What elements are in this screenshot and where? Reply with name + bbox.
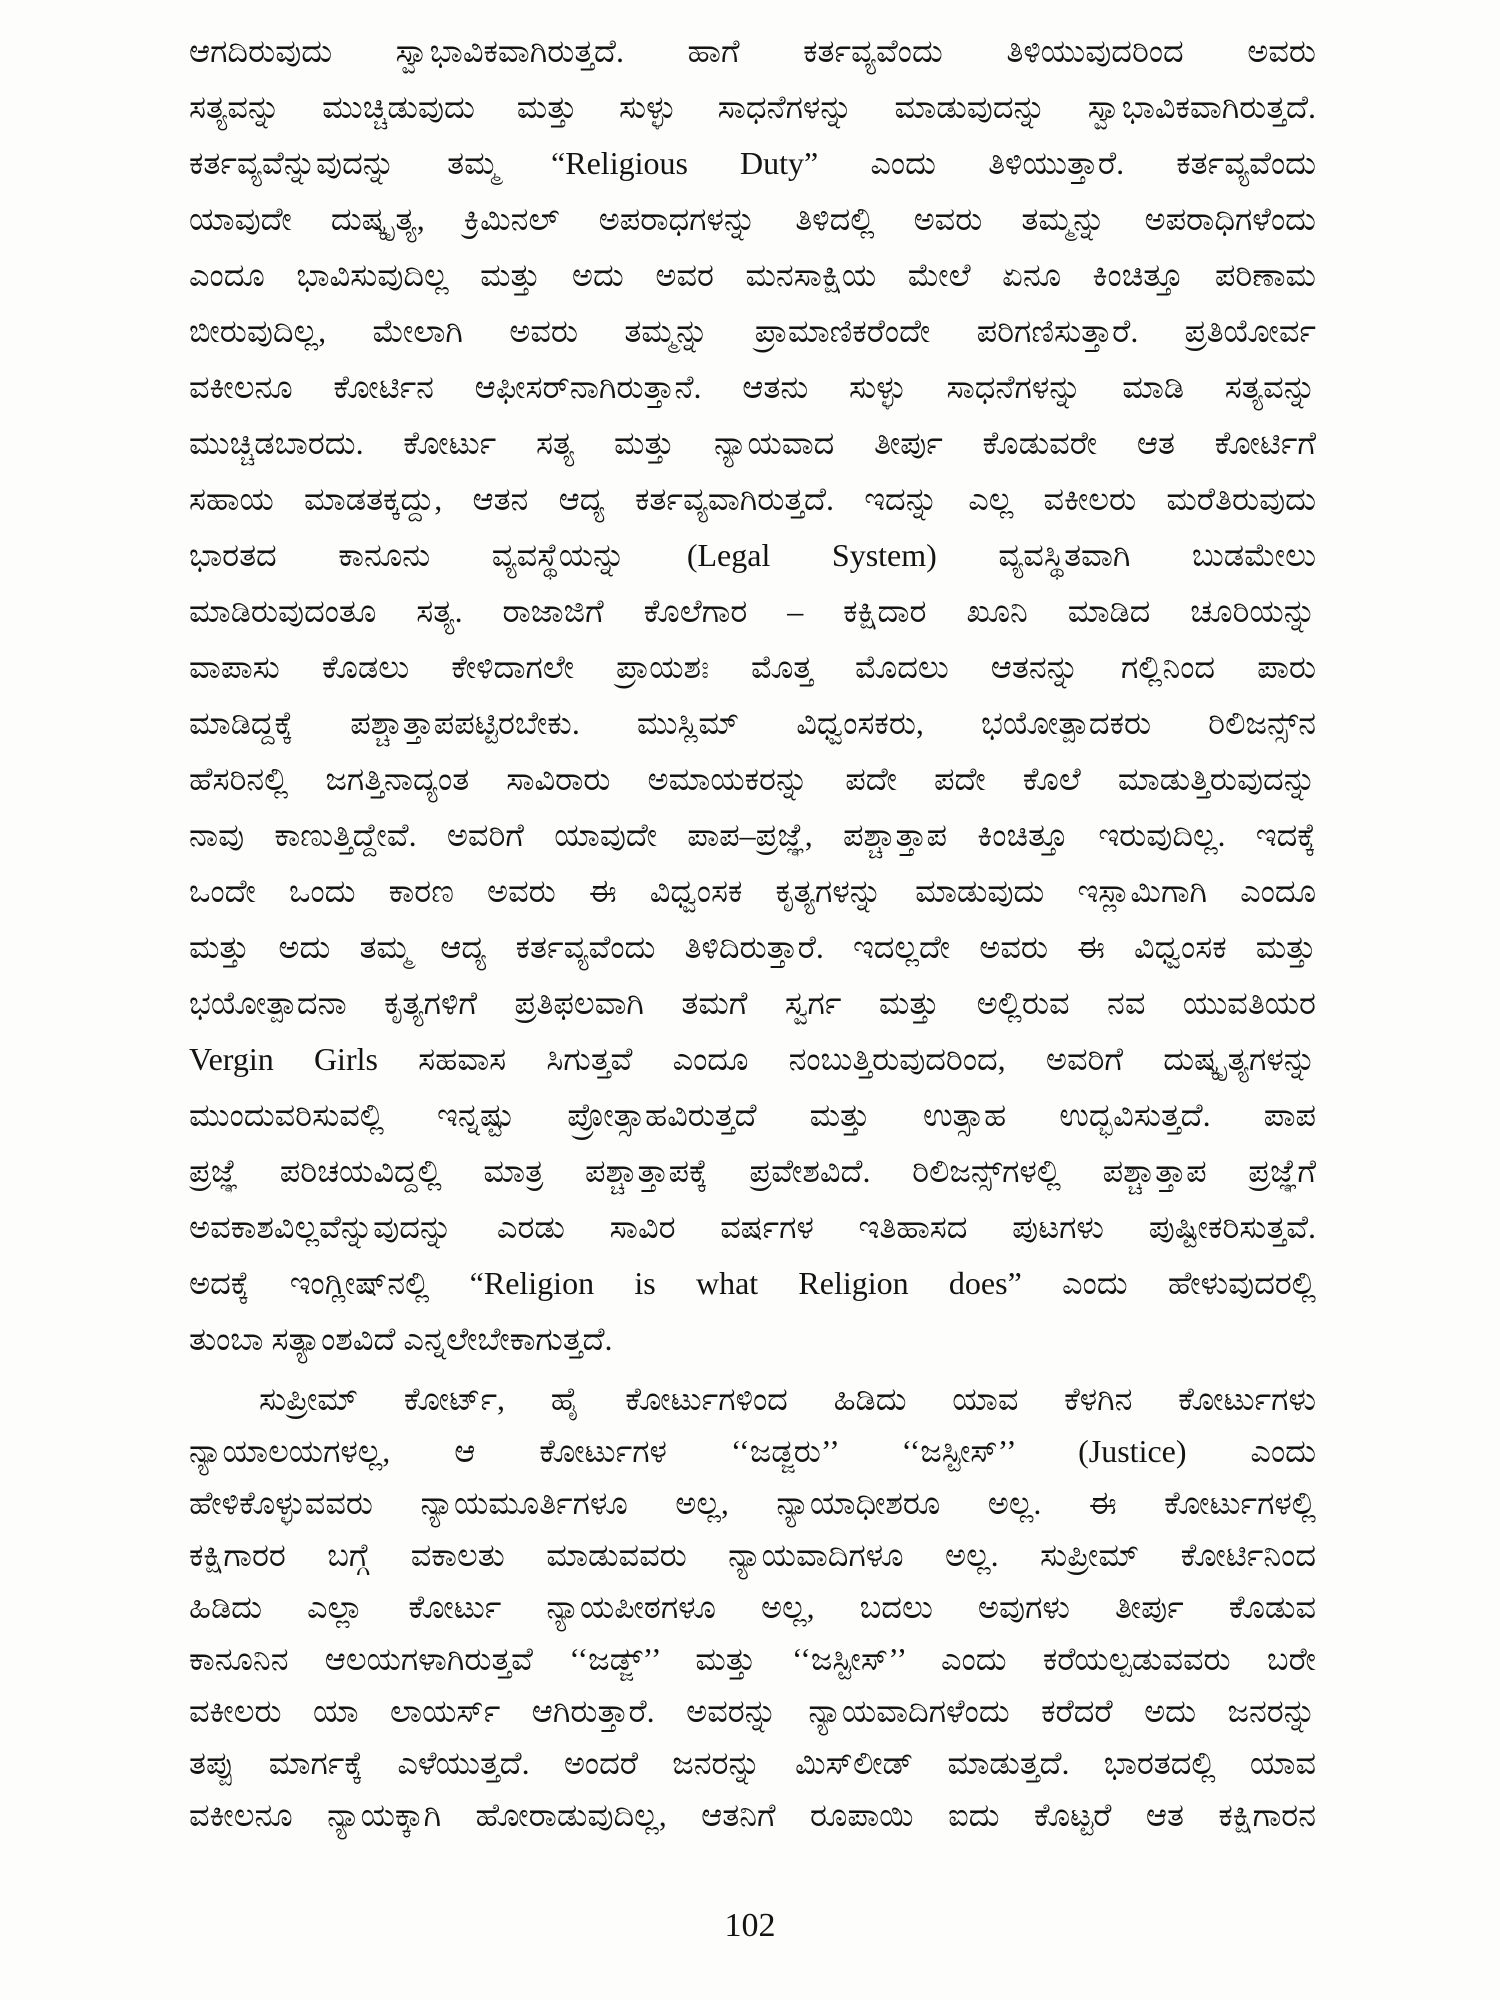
text-line: ತಪ್ಪು ಮಾರ್ಗಕ್ಕೆ ಎಳೆಯುತ್ತದೆ. ಅಂದರೆ ಜನರನ್ನು ಮಿಸ್‌ಲೀಡ್ ಮಾಡುತ್ತದೆ. ಭಾರತದಲ್ಲಿ ಯಾವ — [189, 1745, 1316, 1781]
text-line: ಕಾನೂನಿನ ಆಲಯಗಳಾಗಿರುತ್ತವೆ ‘‘ಜಡ್ಜ್’’ ಮತ್ತು ‘‘ಜಸ್ಟೀಸ್’’ ಎಂದು ಕರೆಯಲ್ಪಡುವವರು ಬರೇ — [189, 1641, 1316, 1677]
text-line: ಯಾವುದೇ ದುಷ್ಕೃತ್ಯ, ಕ್ರಿಮಿನಲ್ ಅಪರಾಧಗಳನ್ನು ತಿಳಿದಲ್ಲಿ ಅವರು ತಮ್ಮನ್ನು ಅಪರಾಧಿಗಳೆಂದು — [189, 201, 1316, 237]
text-line: ಮಾಡಿರುವುದಂತೂ ಸತ್ಯ. ರಾಜಾಜಿಗೆ ಕೊಲೆಗಾರ – ಕಕ್ಷಿದಾರ ಖೂನಿ ಮಾಡಿದ ಚೂರಿಯನ್ನು — [189, 593, 1316, 629]
text-line: ಸುಪ್ರೀಮ್ ಕೋರ್ಟ್, ಹೈ ಕೋರ್ಟುಗಳಿಂದ ಹಿಡಿದು ಯಾವ ಕೆಳಗಿನ ಕೋರ್ಟುಗಳು — [259, 1381, 1316, 1417]
text-line: ಎಂದೂ ಭಾವಿಸುವುದಿಲ್ಲ ಮತ್ತು ಅದು ಅವರ ಮನಸಾಕ್ಷಿಯ ಮೇಲೆ ಏನೂ ಕಿಂಚಿತ್ತೂ ಪರಿಣಾಮ — [189, 257, 1316, 293]
text-line: ಪ್ರಜ್ಞೆ ಪರಿಚಯವಿದ್ದಲ್ಲಿ ಮಾತ್ರ ಪಶ್ಚಾತ್ತಾಪಕ್ಕೆ ಪ್ರವೇಶವಿದೆ. ರಿಲಿಜನ್ಸ್‌ಗಳಲ್ಲಿ ಪಶ್ಚಾತ್ತಾಪ ಪ್ರಜ್ಞೆಗೆ — [189, 1153, 1316, 1189]
text-line: Vergin Girls ಸಹವಾಸ ಸಿಗುತ್ತವೆ ಎಂದೂ ನಂಬುತ್ತಿರುವುದರಿಂದ, ಅವರಿಗೆ ದುಷ್ಕೃತ್ಯಗಳನ್ನು — [189, 1041, 1316, 1077]
text-line: ಹೆಸರಿನಲ್ಲಿ ಜಗತ್ತಿನಾದ್ಯಂತ ಸಾವಿರಾರು ಅಮಾಯಕರನ್ನು ಪದೇ ಪದೇ ಕೊಲೆ ಮಾಡುತ್ತಿರುವುದನ್ನು — [189, 761, 1316, 797]
text-line: ಅವಕಾಶವಿಲ್ಲವೆನ್ನುವುದನ್ನು ಎರಡು ಸಾವಿರ ವರ್ಷಗಳ ಇತಿಹಾಸದ ಪುಟಗಳು ಪುಷ್ಟೀಕರಿಸುತ್ತವೆ. — [189, 1209, 1316, 1245]
text-line: ವಕೀಲನೂ ಕೋರ್ಟಿನ ಆಫೀಸರ್‌ನಾಗಿರುತ್ತಾನೆ. ಆತನು ಸುಳ್ಳು ಸಾಧನೆಗಳನ್ನು ಮಾಡಿ ಸತ್ಯವನ್ನು — [189, 369, 1316, 405]
text-line: ಸತ್ಯವನ್ನು ಮುಚ್ಚಿಡುವುದು ಮತ್ತು ಸುಳ್ಳು ಸಾಧನೆಗಳನ್ನು ಮಾಡುವುದನ್ನು ಸ್ವಾಭಾವಿಕವಾಗಿರುತ್ತದೆ. — [189, 89, 1316, 125]
text-line: ಒಂದೇ ಒಂದು ಕಾರಣ ಅವರು ಈ ವಿಧ್ವಂಸಕ ಕೃತ್ಯಗಳನ್ನು ಮಾಡುವುದು ಇಸ್ಲಾಮಿಗಾಗಿ ಎಂದೂ — [189, 873, 1316, 909]
text-line: ಹೇಳಿಕೊಳ್ಳುವವರು ನ್ಯಾಯಮೂರ್ತಿಗಳೂ ಅಲ್ಲ, ನ್ಯಾಯಾಧೀಶರೂ ಅಲ್ಲ. ಈ ಕೋರ್ಟುಗಳಲ್ಲಿ — [189, 1485, 1316, 1521]
text-line: ಸಹಾಯ ಮಾಡತಕ್ಕದ್ದು, ಆತನ ಆದ್ಯ ಕರ್ತವ್ಯವಾಗಿರುತ್ತದೆ. ಇದನ್ನು ಎಲ್ಲ ವಕೀಲರು ಮರೆತಿರುವುದು — [189, 481, 1316, 517]
text-line: ಕರ್ತವ್ಯವೆನ್ನುವುದನ್ನು ತಮ್ಮ “Religious Duty” ಎಂದು ತಿಳಿಯುತ್ತಾರೆ. ಕರ್ತವ್ಯವೆಂದು — [189, 145, 1316, 181]
paragraph — [189, 1373, 1316, 1841]
text-line: ಮುಂದುವರಿಸುವಲ್ಲಿ ಇನ್ನಷ್ಟು ಪ್ರೋತ್ಸಾಹವಿರುತ್ತದೆ ಮತ್ತು ಉತ್ಸಾಹ ಉದ್ಭವಿಸುತ್ತದೆ. ಪಾಪ — [189, 1097, 1316, 1133]
text-line: ಭಾರತದ ಕಾನೂನು ವ್ಯವಸ್ಥೆಯನ್ನು (Legal System) ವ್ಯವಸ್ಥಿತವಾಗಿ ಬುಡಮೇಲು — [189, 537, 1316, 573]
text-line: ಮತ್ತು ಅದು ತಮ್ಮ ಆದ್ಯ ಕರ್ತವ್ಯವೆಂದು ತಿಳಿದಿರುತ್ತಾರೆ. ಇದಲ್ಲದೇ ಅವರು ಈ ವಿಧ್ವಂಸಕ ಮತ್ತು — [189, 929, 1316, 965]
text-line: ನ್ಯಾಯಾಲಯಗಳಲ್ಲ, ಆ ಕೋರ್ಟುಗಳ ‘‘ಜಡ್ಜರು’’ ‘‘ಜಸ್ಟೀಸ್’’ (Justice) ಎಂದು — [189, 1433, 1316, 1469]
text-line: ಬೀರುವುದಿಲ್ಲ, ಮೇಲಾಗಿ ಅವರು ತಮ್ಮನ್ನು ಪ್ರಾಮಾಣಿಕರೆಂದೇ ಪರಿಗಣಿಸುತ್ತಾರೆ. ಪ್ರತಿಯೋರ್ವ — [189, 313, 1316, 349]
text-line: ವಕೀಲರು ಯಾ ಲಾಯರ್ಸ್ ಆಗಿರುತ್ತಾರೆ. ಅವರನ್ನು ನ್ಯಾಯವಾದಿಗಳೆಂದು ಕರೆದರೆ ಅದು ಜನರನ್ನು — [189, 1693, 1316, 1729]
text-line: ತುಂಬಾ ಸತ್ಯಾಂಶವಿದೆ ಎನ್ನಲೇಬೇಕಾಗುತ್ತದೆ. — [189, 1321, 613, 1357]
text-line: ಹಿಡಿದು ಎಲ್ಲಾ ಕೋರ್ಟು ನ್ಯಾಯಪೀಠಗಳೂ ಅಲ್ಲ, ಬದಲು ಅವುಗಳು ತೀರ್ಪು ಕೊಡುವ — [189, 1589, 1316, 1625]
body-text — [189, 23, 1316, 1841]
page-number: 102 — [724, 1907, 776, 1944]
text-line: ಕಕ್ಷಿಗಾರರ ಬಗ್ಗೆ ವಕಾಲತು ಮಾಡುವವರು ನ್ಯಾಯವಾದಿಗಳೂ ಅಲ್ಲ. ಸುಪ್ರೀಮ್ ಕೋರ್ಟಿನಿಂದ — [189, 1537, 1316, 1573]
paragraph — [189, 23, 1316, 1367]
text-line: ನಾವು ಕಾಣುತ್ತಿದ್ದೇವೆ. ಅವರಿಗೆ ಯಾವುದೇ ಪಾಪ–ಪ್ರಜ್ಞೆ, ಪಶ್ಚಾತ್ತಾಪ ಕಿಂಚಿತ್ತೂ ಇರುವುದಿಲ್ಲ. ಇದಕ್ಕೆ — [189, 817, 1316, 853]
text-line: ಆಗದಿರುವುದು ಸ್ವಾಭಾವಿಕವಾಗಿರುತ್ತದೆ. ಹಾಗೆ ಕರ್ತವ್ಯವೆಂದು ತಿಳಿಯುವುದರಿಂದ ಅವರು — [189, 33, 1316, 69]
text-line: ವಕೀಲನೂ ನ್ಯಾಯಕ್ಕಾಗಿ ಹೋರಾಡುವುದಿಲ್ಲ, ಆತನಿಗೆ ರೂಪಾಯಿ ಐದು ಕೊಟ್ಟರೆ ಆತ ಕಕ್ಷಿಗಾರನ — [189, 1797, 1316, 1833]
text-line: ಮುಚ್ಚಿಡಬಾರದು. ಕೋರ್ಟು ಸತ್ಯ ಮತ್ತು ನ್ಯಾಯವಾದ ತೀರ್ಪು ಕೊಡುವರೇ ಆತ ಕೋರ್ಟಿಗೆ — [189, 425, 1316, 461]
text-line: ಮಾಡಿದ್ದಕ್ಕೆ ಪಶ್ಚಾತ್ತಾಪಪಟ್ಟಿರಬೇಕು. ಮುಸ್ಲಿಮ್ ವಿಧ್ವಂಸಕರು, ಭಯೋತ್ಪಾದಕರು ರಿಲಿಜನ್ಸ್‌ನ — [189, 705, 1316, 741]
text-line: ವಾಪಾಸು ಕೊಡಲು ಕೇಳಿದಾಗಲೇ ಪ್ರಾಯಶಃ ಮೊತ್ತ ಮೊದಲು ಆತನನ್ನು ಗಲ್ಲಿನಿಂದ ಪಾರು — [189, 649, 1316, 685]
text-line: ಭಯೋತ್ಪಾದನಾ ಕೃತ್ಯಗಳಿಗೆ ಪ್ರತಿಫಲವಾಗಿ ತಮಗೆ ಸ್ವರ್ಗ ಮತ್ತು ಅಲ್ಲಿರುವ ನವ ಯುವತಿಯರ — [189, 985, 1316, 1021]
text-line: ಅದಕ್ಕೆ ಇಂಗ್ಲೀಷ್‌ನಲ್ಲಿ “Religion is what Religion does” ಎಂದು ಹೇಳುವುದರಲ್ಲಿ — [189, 1265, 1316, 1301]
